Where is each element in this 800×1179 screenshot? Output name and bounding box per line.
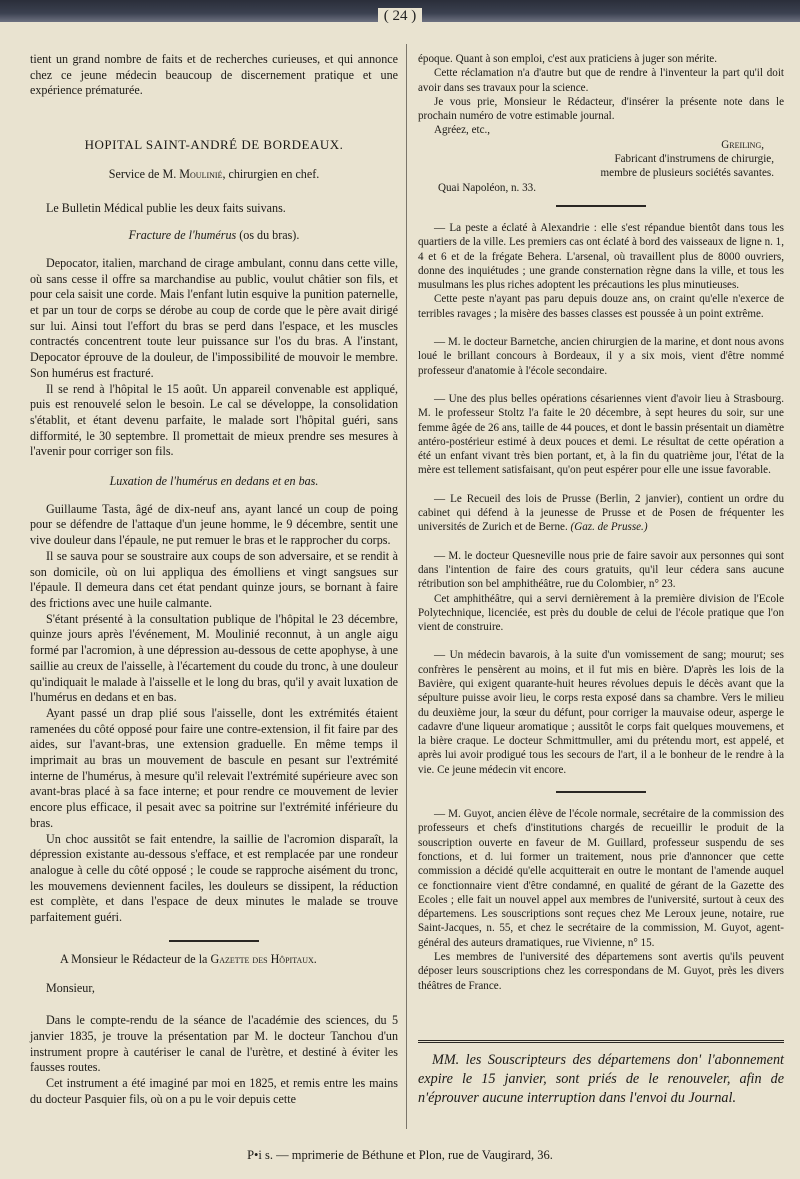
paragraph: Un choc aussitôt se fait entendre, la saillie de l'acromion disparaît, la dépression existante au-dessous s'efface, et est remplacée par une rondeur analogue à celle du côté opposé ; le coude se rapproche aisément du tronc, les mouvemens deviennent faciles, les douleurs se dissipent, la réduction est complète, et dans l'espace de deux minutes le malade se trouve parfaitement guéri. xyxy=(30,831,398,925)
news-item: — M. le docteur Quesneville nous prie de faire savoir aux personnes qui sont dans l'intention de faire des cours gratuits, qu'il leur cédera sans aucune rétribution son bel amphithéâtre, rue du Colombier, n° 23. xyxy=(418,549,784,591)
paragraph: Le Bulletin Médical publie les deux faits suivans. xyxy=(46,200,286,215)
signature-name: Greiling, xyxy=(721,138,764,151)
paragraph: Il se sauva pour se soustraire aux coups de son adversaire, et se rendit à son domicile, où on lui appliqua des émolliens et vingt sangsues sur l'épaule. Il demeura dans cet état pendant quinze jours, se bornant à faire des frictions avec une huile calmante. xyxy=(30,548,398,610)
news-item: Cet amphithéâtre, qui a servi dernièrement à la première division de l'Ecole Polytechnique, licenciée, est près du double de celui de l'école pratique que l'on vient de construire. xyxy=(418,592,784,634)
service-name: Moulinié xyxy=(179,166,223,181)
service-line xyxy=(30,167,398,183)
address: Quai Napoléon, n. 33. xyxy=(438,181,536,194)
paragraph: tient un grand nombre de faits et de recherches curieuses, et qui annonce chez ce jeune médecin beaucoup de discernement pratique et une expérience prématurée. xyxy=(30,52,398,98)
page-number: ( 24 ) xyxy=(0,8,800,25)
letter-gazette: Gazette des Hôpitaux xyxy=(210,951,314,966)
subtitle-italic: Fracture de l'humérus xyxy=(128,228,237,243)
news-item: — Une des plus belles opérations césariennes vient d'avoir lieu à Strasbourg. M. le professeur Stoltz l'a faite le 20 décembre, à sept heures du soir, sur une femme âgée de 26 ans, taille de 44 pouces, et dont le bassin présentait un diamètre antéro-postérieur estimé à deux pouces et demi. Le résultat de cette opération a été un enfant vivant très bien portant, et, à la fin du quatrième jour, l'état de la mère est tellement satisfaisant, qu'on peut espérer pour elle une issue favorable. xyxy=(418,392,784,477)
right-column xyxy=(418,52,784,993)
left-column xyxy=(30,52,398,1107)
news-item: — M. le docteur Barnetche, ancien chirurgien de la marine, et dont nous avons loué le brillant concours à Bordeaux, il y a six mois, vient d'être nommé professeur d'anatomie à l'école secondaire. xyxy=(418,336,784,377)
service-suffix: , chirurgien en chef. xyxy=(222,166,320,181)
letter-prefix: A Monsieur le Rédacteur de la xyxy=(60,951,208,966)
letter-suffix: . xyxy=(313,951,317,966)
subscriber-notice xyxy=(418,1040,784,1108)
separator xyxy=(169,940,259,942)
news-item: Cette peste n'ayant pas paru depuis douze ans, on craint qu'elle n'exerce de terribles ravages ; la misère des basses classes est poussée à un point extrême. xyxy=(418,293,784,320)
news-item: Les membres de l'université des départemens sont avertis qu'ils peuvent déposer leurs souscriptions chez les correspondans de M. Guyot, près les divers théâtres de France. xyxy=(418,951,784,992)
paragraph: S'étant présenté à la consultation publique de l'hôpital le 23 décembre, quinze jours après l'événement, M. Moulinié reconnut, à un angle aigu formé par l'acromion, à une dépression au-dessous de cette apophyse, à une saillie au creux de l'aisselle, à l'écartement du coude du tronc, à une douleur qu'indiquait le malade à l'aisselle et le long du bras, qu'il y avait luxation de l'humérus en dedans et en bas. xyxy=(30,611,398,705)
printer-footer: P•i s. — mprimerie de Béthune et Plon, rue de Vaugirard, 36. xyxy=(247,1148,553,1162)
subtitle xyxy=(30,228,398,244)
paragraph: Il se rend à l'hôpital le 15 août. Un appareil convenable est appliqué, puis est renouvelé selon le besoin. Le cal se développe, la consolidation s'établit, et étant devenu parfaite, le malade sort l'hôpital guéri, sans difformité, le 30 septembre. Il promettait de mieux prendre ses mesures à l'avenir pour corriger son fils. xyxy=(30,381,398,459)
separator xyxy=(556,205,646,207)
subtitle: Luxation de l'humérus en dedans et en bas. xyxy=(109,474,319,489)
service-prefix: Service de M. xyxy=(108,166,177,181)
salutation: Monsieur, xyxy=(46,981,95,996)
paragraph: Je vous prie, Monsieur le Rédacteur, d'insérer la présente note dans le prochain numéro de votre estimable journal. xyxy=(418,95,784,123)
paragraph: époque. Quant à son emploi, c'est aux praticiens à juger son mérite. xyxy=(418,53,717,65)
paragraph: Depocator, italien, marchand de cirage ambulant, connu dans cette ville, où sans cesse il offre sa marchandise au public, voulut châtier son fils, et pour cela saisit une corde. Mais l'enfant lutin esquive la punition paternelle, et par un tour de corps se dérobe au coup de corde que le père avait dirigé sur lui. Ainsi tout l'effort du bras se perd dans l'espace, et les muscles contractés concentrent toute leur puissance sur l'os du bras. A l'instant, Depocator éprouve de la douleur, de l'impossibilité de mouvoir le membre. Son humérus est fracturé. xyxy=(30,255,398,380)
news-source: (Gaz. de Prusse.) xyxy=(570,521,648,534)
separator xyxy=(556,791,646,793)
notice-text: MM. les Souscripteurs des départemens don' l'abonnement expire le 15 janvier, sont priés de le renouveler, afin de n'éprouver aucune interruption dans l'envoi du Journal. xyxy=(418,1052,784,1106)
paragraph: Guillaume Tasta, âgé de dix-neuf ans, ayant lancé un coup de poing pour se défendre de l'attaque d'un jeune homme, le 9 décembre, sentit une vive douleur dans l'épaule, ne put remuer le bras et le rapprocher du corps. xyxy=(30,501,398,548)
paragraph: Dans le compte-rendu de la séance de l'académie des sciences, du 5 janvier 1835, je trouve la présentation par M. le docteur Tanchou d'un instrument propre à cautériser le canal de l'urètre, et destiné à éviter les fausses routes. xyxy=(30,1013,398,1075)
paragraph: Cette réclamation n'a d'autre but que de rendre à l'inventeur la part qu'il doit avoir dans ses travaux pour la science. xyxy=(418,67,784,94)
signature-line: membre de plusieurs sociétés savantes. xyxy=(600,167,774,180)
signature-line: Fabricant d'instrumens de chirurgie, xyxy=(614,153,774,166)
news-item xyxy=(418,492,784,535)
paragraph: Agréez, etc., xyxy=(434,124,491,137)
subtitle-rest: (os du bras). xyxy=(236,228,300,243)
news-text: — Le Recueil des lois de Prusse (Berlin, 2 janvier), contient un ordre du cabinet qui défend à la jeunesse de Prusse et de Posen de fréquenter les universités de Zurich et de Berne. xyxy=(418,492,784,534)
section-heading: HOPITAL SAINT-ANDRÉ DE BORDEAUX. xyxy=(84,137,344,153)
news-item: — La peste a éclaté à Alexandrie : elle s'est répandue bientôt dans tous les quartiers de la ville. Les premiers cas ont éclaté à bord des vaisseaux de ligne n. 1, 4 et 6 et de la frégate Behera. L'arsenal, où travaillent plus de 8000 ouvriers, donne des inquiétudes ; une grande consternation règne dans la ville, et tous les musulmans les plus riches adoptent les précautions les plus minutieuses. xyxy=(418,221,784,292)
paragraph: Cet instrument a été imaginé par moi en 1825, et remis entre les mains du docteur Pasquier fils, où on a pu le voir depuis cette xyxy=(30,1075,398,1106)
news-item: — Un médecin bavarois, à la suite d'un vomissement de sang; mourut; ses confrères le pensèrent au moins, et il fut mis en bière. D'après les lois de la Bavière, qui exigent quarante-huit heures révolues depuis le décès avant que la sépulture puisse avoir lieu, le corps resta exposé dans sa chambre. Vers le milieu du deuxième jour, la sœur du défunt, pour corriger la mauvaise odeur, asperge le cadavre d'une liqueur aromatique ; aussitôt le corps fait quelques mouvemens, et la bière craque. Le docteur Schmittmuller, ami du prétendu mort, est appelé, et après lui avoir prodigué tous les secours de l'art, il a le bonheur de le rendre à la vie. Ce jeune médecin vit encore. xyxy=(418,649,784,776)
paragraph: Ayant passé un drap plié sous l'aisselle, dont les extrémités étaient ramenées du côté opposé pour faire une contre-extension, il fit faire par des aides, sur l'avant-bras, une extension graduelle. En même temps il imprimait au bras un mouvement de bascule en pesant sur l'extrémité interne de l'humérus, à mesure qu'il relevait l'extrémité supérieure avec son avant-bras placé à sa face interne; et pour rendre ce mouvement de levier encore plus efficace, il pesait avec sa poitrine sur l'extrémité inférieure du bras. xyxy=(30,705,398,830)
letter-heading xyxy=(30,952,398,968)
column-divider xyxy=(406,44,407,1129)
news-item: — M. Guyot, ancien élève de l'école normale, secrétaire de la commission des professeurs et chefs d'institutions chargés de recueillir le produit de la souscription ouverte en faveur de M. Guillard, professeur suspendu de ses fonctions, et d. lui former un traitement, nous prie d'annoncer que cette commission a décidé qu'elle acquitterait en outre le montant de l'amende auquel ce fonctionnaire vient d'être condamné, en qualité de gérant de la Gazette des Ecoles ; elle fait un nouvel appel aux membres de l'université, surtout à ceux des départemens. Les souscriptions sont reçues chez Me Leroux jeune, notaire, rue Saint-Jacques, n. 55, et chez le secrétaire de la commission, M. Guyot, agent-général des auteurs dramatiques, rue Vivienne, n° 15. xyxy=(418,808,784,949)
